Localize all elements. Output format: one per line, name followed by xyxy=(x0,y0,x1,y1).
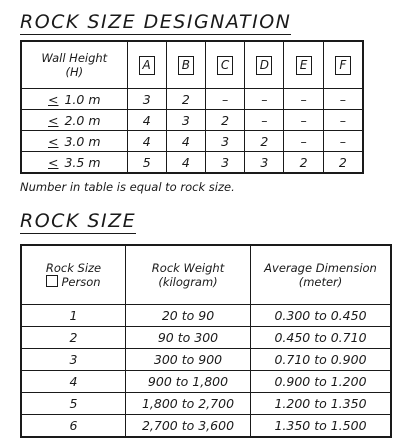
rock-size-cell: – xyxy=(284,89,323,110)
average-dimension-header-line1: Average Dimension xyxy=(264,261,377,275)
rock-size-cell: 3 xyxy=(206,152,245,174)
rock-size-cell: 5 xyxy=(127,152,166,174)
class-header-e xyxy=(284,41,323,89)
class-header-d xyxy=(245,41,284,89)
rock-size-cell: 3 xyxy=(127,89,166,110)
wall-height-cell xyxy=(21,110,127,131)
wall-height-cell xyxy=(21,152,127,174)
rock-size-cell: 3 xyxy=(206,131,245,152)
rock-size-value: 1 xyxy=(21,305,126,327)
average-dimension-value: 1.350 to 1.500 xyxy=(251,415,392,438)
rock-size-title-text: ROCK SIZE xyxy=(20,210,137,232)
class-label-box: F xyxy=(335,56,351,75)
rock-size-header-row xyxy=(21,245,391,305)
class-label-box: D xyxy=(256,56,272,75)
rock-size-designation-table xyxy=(20,40,364,174)
rock-size-value: 3 xyxy=(21,349,126,371)
wall-height-header xyxy=(21,41,127,89)
rock-weight-value: 90 to 300 xyxy=(126,327,251,349)
less-equal-symbol: < xyxy=(48,133,59,149)
wall-height-value: 3.5 m xyxy=(64,154,101,170)
rock-weight-value: 20 to 90 xyxy=(126,305,251,327)
class-label-box: E xyxy=(296,56,312,75)
table-row xyxy=(21,415,391,438)
rock-size-table xyxy=(20,244,392,438)
wall-height-cell xyxy=(21,89,127,110)
average-dimension-value: 0.900 to 1.200 xyxy=(251,371,392,393)
rock-size-header-line1: Rock Size xyxy=(45,261,102,275)
table-row xyxy=(21,327,391,349)
average-dimension-header-line2: (meter) xyxy=(298,275,343,289)
class-label-box: C xyxy=(217,56,233,75)
average-dimension-value: 0.710 to 0.900 xyxy=(251,349,392,371)
rock-size-cell: 2 xyxy=(206,110,245,131)
rock-size-header-line2-wrap xyxy=(22,275,125,289)
rock-size-title xyxy=(20,211,136,231)
rock-size-value: 2 xyxy=(21,327,126,349)
rock-size-cell: 3 xyxy=(245,152,284,174)
rock-weight-header xyxy=(126,245,251,305)
designation-header-row xyxy=(21,41,363,89)
wall-height-value: 2.0 m xyxy=(64,112,101,128)
rock-size-header xyxy=(21,245,126,305)
class-header-b xyxy=(166,41,205,89)
average-dimension-value: 0.300 to 0.450 xyxy=(251,305,392,327)
table-row xyxy=(21,371,391,393)
rock-size-cell: 4 xyxy=(166,131,205,152)
table-note: Number in table is equal to rock size. xyxy=(20,180,235,194)
wall-height-header-line2: (H) xyxy=(65,65,84,79)
rock-size-cell: – xyxy=(323,131,363,152)
less-equal-symbol: < xyxy=(48,112,59,128)
rock-size-value: 4 xyxy=(21,371,126,393)
rock-size-cell: – xyxy=(284,110,323,131)
table-row xyxy=(21,152,363,174)
average-dimension-header xyxy=(251,245,392,305)
less-equal-symbol: < xyxy=(48,91,59,107)
wall-height-cell xyxy=(21,131,127,152)
class-header-f xyxy=(323,41,363,89)
wall-height-value: 1.0 m xyxy=(64,91,101,107)
table-row xyxy=(21,131,363,152)
average-dimension-value: 1.200 to 1.350 xyxy=(251,393,392,415)
rock-size-cell: – xyxy=(284,131,323,152)
rock-size-cell: 3 xyxy=(166,110,205,131)
rock-size-cell: 2 xyxy=(284,152,323,174)
rock-size-value: 5 xyxy=(21,393,126,415)
rock-size-cell: 2 xyxy=(323,152,363,174)
rock-size-cell: 2 xyxy=(245,131,284,152)
rock-size-value: 6 xyxy=(21,415,126,438)
class-header-a xyxy=(127,41,166,89)
rock-size-cell: 4 xyxy=(166,152,205,174)
title-underline xyxy=(20,233,136,235)
rock-size-header-line2: Person xyxy=(61,275,101,289)
table-row xyxy=(21,305,391,327)
rock-size-cell: 4 xyxy=(127,110,166,131)
title-underline xyxy=(20,34,291,36)
rock-size-cell: 2 xyxy=(166,89,205,110)
rock-weight-value: 300 to 900 xyxy=(126,349,251,371)
class-header-c xyxy=(206,41,245,89)
rock-size-cell: – xyxy=(245,89,284,110)
rock-size-cell: – xyxy=(206,89,245,110)
wall-height-header-line1: Wall Height xyxy=(41,51,108,65)
rock-weight-header-line2: (kilogram) xyxy=(158,275,218,289)
rock-weight-value: 1,800 to 2,700 xyxy=(126,393,251,415)
checkbox-square-icon xyxy=(46,275,58,287)
table-row xyxy=(21,393,391,415)
wall-height-value: 3.0 m xyxy=(64,133,101,149)
rock-weight-header-line1: Rock Weight xyxy=(151,261,225,275)
rock-size-designation-title-text: ROCK SIZE DESIGNATION xyxy=(20,11,292,33)
rock-size-cell: – xyxy=(323,89,363,110)
class-label-box: B xyxy=(178,56,194,75)
rock-weight-value: 2,700 to 3,600 xyxy=(126,415,251,438)
rock-weight-value: 900 to 1,800 xyxy=(126,371,251,393)
rock-size-cell: – xyxy=(323,110,363,131)
table-row xyxy=(21,89,363,110)
rock-size-cell: 4 xyxy=(127,131,166,152)
table-row xyxy=(21,349,391,371)
average-dimension-value: 0.450 to 0.710 xyxy=(251,327,392,349)
class-label-box: A xyxy=(139,56,155,75)
rock-size-cell: – xyxy=(245,110,284,131)
less-equal-symbol: < xyxy=(48,154,59,170)
table-row xyxy=(21,110,363,131)
rock-size-designation-title xyxy=(20,12,291,32)
